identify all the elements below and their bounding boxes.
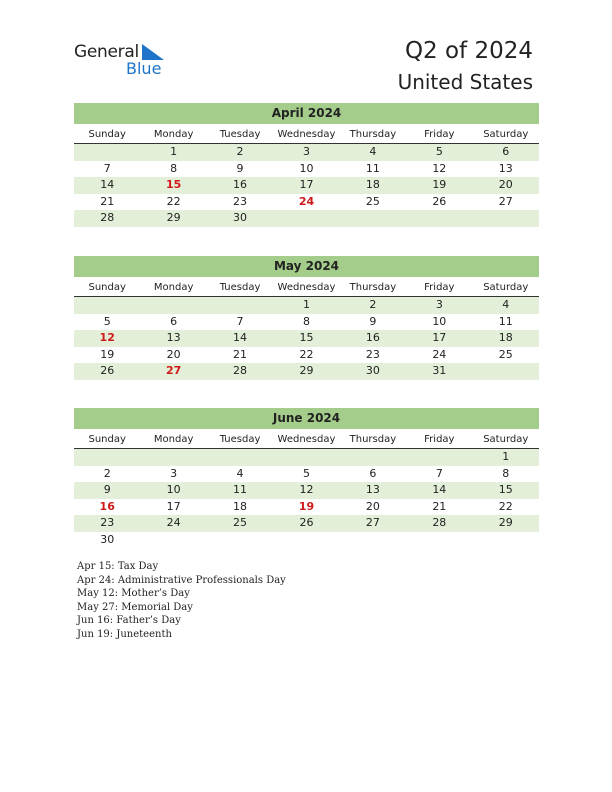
weekday-label: Tuesday <box>219 129 261 140</box>
day-cell: 25 <box>233 516 248 529</box>
day-cell: 3 <box>435 298 443 311</box>
day-cell <box>74 297 140 314</box>
day-cell: 25 <box>365 194 380 208</box>
month-header: June 2024 <box>74 408 539 429</box>
day-cell: 3 <box>302 145 310 158</box>
day-cell: 20 <box>166 347 181 361</box>
day-cell: 19 <box>100 347 115 361</box>
weekday-label: Sunday <box>88 282 126 293</box>
weekday-label: Tuesday <box>219 434 261 445</box>
day-cell: 28 <box>100 211 115 224</box>
day-cell: 15 <box>498 483 513 496</box>
day-cell: 18 <box>498 331 513 344</box>
weekday-label: Monday <box>153 434 194 445</box>
day-cell <box>473 210 539 227</box>
day-cell <box>273 532 339 549</box>
day-cell: 29 <box>498 516 513 529</box>
holiday-note: Jun 19: Juneteenth <box>77 628 172 640</box>
day-cell <box>473 532 539 549</box>
logo-blue-text: Blue <box>126 59 162 78</box>
week-row <box>74 532 539 549</box>
day-cell: 10 <box>166 483 181 496</box>
day-cell: 4 <box>236 466 244 480</box>
weekday-label: Friday <box>424 282 455 293</box>
week-row <box>74 161 539 178</box>
day-cell: 29 <box>299 364 314 377</box>
page-subtitle: United States <box>397 70 533 94</box>
day-cell <box>340 532 406 549</box>
day-cell: 19 <box>432 178 447 191</box>
week-row <box>74 482 539 499</box>
weekday-label: Saturday <box>483 434 529 445</box>
day-cell <box>340 210 406 227</box>
day-cell: 1 <box>302 298 310 311</box>
day-cell <box>406 449 472 466</box>
day-cell: 18 <box>233 499 248 513</box>
day-cell: 7 <box>103 161 111 175</box>
day-cell: 4 <box>502 298 510 311</box>
day-cell: 11 <box>365 161 380 175</box>
day-cell: 28 <box>233 364 248 377</box>
day-cell: 1 <box>170 145 178 158</box>
day-cell: 8 <box>502 466 510 480</box>
day-cell: 24 <box>166 516 181 529</box>
week-row <box>74 499 539 516</box>
day-cell: 31 <box>432 364 447 377</box>
day-cell <box>74 449 140 466</box>
week-row <box>74 144 539 161</box>
day-cell <box>140 532 206 549</box>
day-cell: 14 <box>432 483 447 496</box>
day-cell: 9 <box>369 314 377 328</box>
day-cell <box>74 144 140 161</box>
month-may <box>74 256 539 380</box>
holiday-day-cell: 12 <box>99 331 115 344</box>
day-cell <box>406 210 472 227</box>
day-cell: 9 <box>103 483 111 496</box>
day-cell: 26 <box>100 364 115 377</box>
day-cell: 24 <box>432 347 447 361</box>
day-cell: 27 <box>365 516 380 529</box>
holiday-note: May 12: Mother’s Day <box>77 588 190 599</box>
month-april <box>74 103 539 227</box>
weekday-label: Sunday <box>88 129 126 140</box>
day-cell: 16 <box>365 331 380 344</box>
day-cell: 17 <box>432 331 447 344</box>
day-cell <box>273 210 339 227</box>
holiday-day-cell: 27 <box>165 364 182 377</box>
day-cell: 29 <box>166 211 181 224</box>
week-row <box>74 210 539 227</box>
holiday-note: May 27: Memorial Day <box>77 601 193 613</box>
weekday-label: Monday <box>153 129 194 140</box>
week-row <box>74 466 539 483</box>
day-cell: 20 <box>498 178 513 191</box>
month-june <box>74 408 539 548</box>
day-cell: 15 <box>299 331 314 344</box>
week-row <box>74 449 539 466</box>
week-row <box>74 177 539 194</box>
day-cell <box>140 297 206 314</box>
day-cell: 2 <box>236 145 244 158</box>
week-row <box>74 515 539 532</box>
day-cell: 13 <box>365 483 380 496</box>
day-cell: 6 <box>502 145 510 158</box>
weekday-label: Sunday <box>88 434 126 445</box>
day-cell: 22 <box>166 194 181 208</box>
day-cell: 12 <box>299 483 314 496</box>
day-cell: 13 <box>498 161 513 175</box>
day-cell: 14 <box>100 178 115 191</box>
day-cell: 27 <box>498 194 513 208</box>
weekday-label: Friday <box>424 129 455 140</box>
day-cell: 30 <box>365 364 380 377</box>
day-cell: 26 <box>432 194 447 208</box>
day-cell: 14 <box>233 331 248 344</box>
day-cell <box>207 449 273 466</box>
day-cell <box>273 449 339 466</box>
day-cell: 13 <box>166 331 181 344</box>
holiday-notes <box>77 560 286 641</box>
holiday-day-cell: 24 <box>298 194 315 208</box>
day-cell: 21 <box>233 347 248 361</box>
day-cell: 6 <box>170 314 178 328</box>
day-cell: 2 <box>369 298 377 311</box>
day-cell: 8 <box>302 314 310 328</box>
holiday-note: Apr 24: Administrative Professionals Day <box>77 574 286 586</box>
day-cell: 1 <box>502 450 510 463</box>
weekday-label: Friday <box>424 434 455 445</box>
week-row <box>74 347 539 364</box>
day-cell: 20 <box>365 499 380 513</box>
day-cell: 23 <box>100 516 115 529</box>
day-cell: 7 <box>435 466 443 480</box>
day-cell <box>140 449 206 466</box>
week-row <box>74 297 539 314</box>
day-cell: 30 <box>233 211 248 224</box>
day-cell: 7 <box>236 314 244 328</box>
weekday-label: Saturday <box>483 282 529 293</box>
day-cell: 11 <box>233 483 248 496</box>
weekday-header-row <box>74 279 539 297</box>
day-cell: 25 <box>498 347 513 361</box>
day-cell: 23 <box>233 194 248 208</box>
month-header: May 2024 <box>74 256 539 277</box>
day-cell: 8 <box>170 161 178 175</box>
weekday-label: Saturday <box>483 129 529 140</box>
weekday-label: Wednesday <box>277 282 336 293</box>
day-cell <box>473 363 539 380</box>
weekday-label: Thursday <box>349 129 397 140</box>
day-cell: 22 <box>498 499 513 513</box>
weekday-label: Monday <box>153 282 194 293</box>
day-cell: 17 <box>166 499 181 513</box>
week-row <box>74 330 539 347</box>
day-cell: 28 <box>432 516 447 529</box>
day-cell: 23 <box>365 347 380 361</box>
day-cell: 21 <box>100 194 115 208</box>
month-header: April 2024 <box>74 103 539 124</box>
day-cell <box>207 297 273 314</box>
day-cell: 16 <box>233 178 248 191</box>
day-cell: 2 <box>103 466 111 480</box>
day-cell: 5 <box>435 145 443 158</box>
day-cell <box>207 532 273 549</box>
day-cell: 21 <box>432 499 447 513</box>
holiday-note: Jun 16: Father’s Day <box>77 615 181 626</box>
weekday-header-row <box>74 431 539 449</box>
holiday-day-cell: 16 <box>99 499 115 513</box>
day-cell <box>340 449 406 466</box>
day-cell: 22 <box>299 347 314 361</box>
day-cell: 18 <box>365 178 380 191</box>
day-cell: 26 <box>299 516 314 529</box>
day-cell: 5 <box>302 466 310 480</box>
day-cell: 10 <box>299 161 314 175</box>
day-cell <box>406 532 472 549</box>
weekday-label: Wednesday <box>277 434 336 445</box>
holiday-note: Apr 15: Tax Day <box>77 561 159 572</box>
page-title: Q2 of 2024 <box>404 38 533 64</box>
week-row <box>74 194 539 211</box>
day-cell: 11 <box>498 314 513 328</box>
day-cell: 12 <box>432 161 447 175</box>
logo-general-text: General <box>74 42 139 62</box>
day-cell: 17 <box>299 178 314 191</box>
day-cell: 10 <box>432 314 447 328</box>
holiday-day-cell: 15 <box>165 178 182 191</box>
weekday-label: Thursday <box>349 282 397 293</box>
weekday-label: Wednesday <box>277 129 336 140</box>
weekday-label: Tuesday <box>219 282 261 293</box>
weekday-header-row <box>74 126 539 144</box>
day-cell: 5 <box>103 314 111 328</box>
logo <box>74 40 174 80</box>
day-cell: 4 <box>369 145 377 158</box>
week-row <box>74 314 539 331</box>
day-cell: 9 <box>236 161 244 175</box>
holiday-day-cell: 19 <box>298 499 315 513</box>
day-cell: 6 <box>369 466 377 480</box>
week-row <box>74 363 539 380</box>
day-cell: 3 <box>170 466 178 480</box>
weekday-label: Thursday <box>349 434 397 445</box>
day-cell: 30 <box>100 532 115 546</box>
